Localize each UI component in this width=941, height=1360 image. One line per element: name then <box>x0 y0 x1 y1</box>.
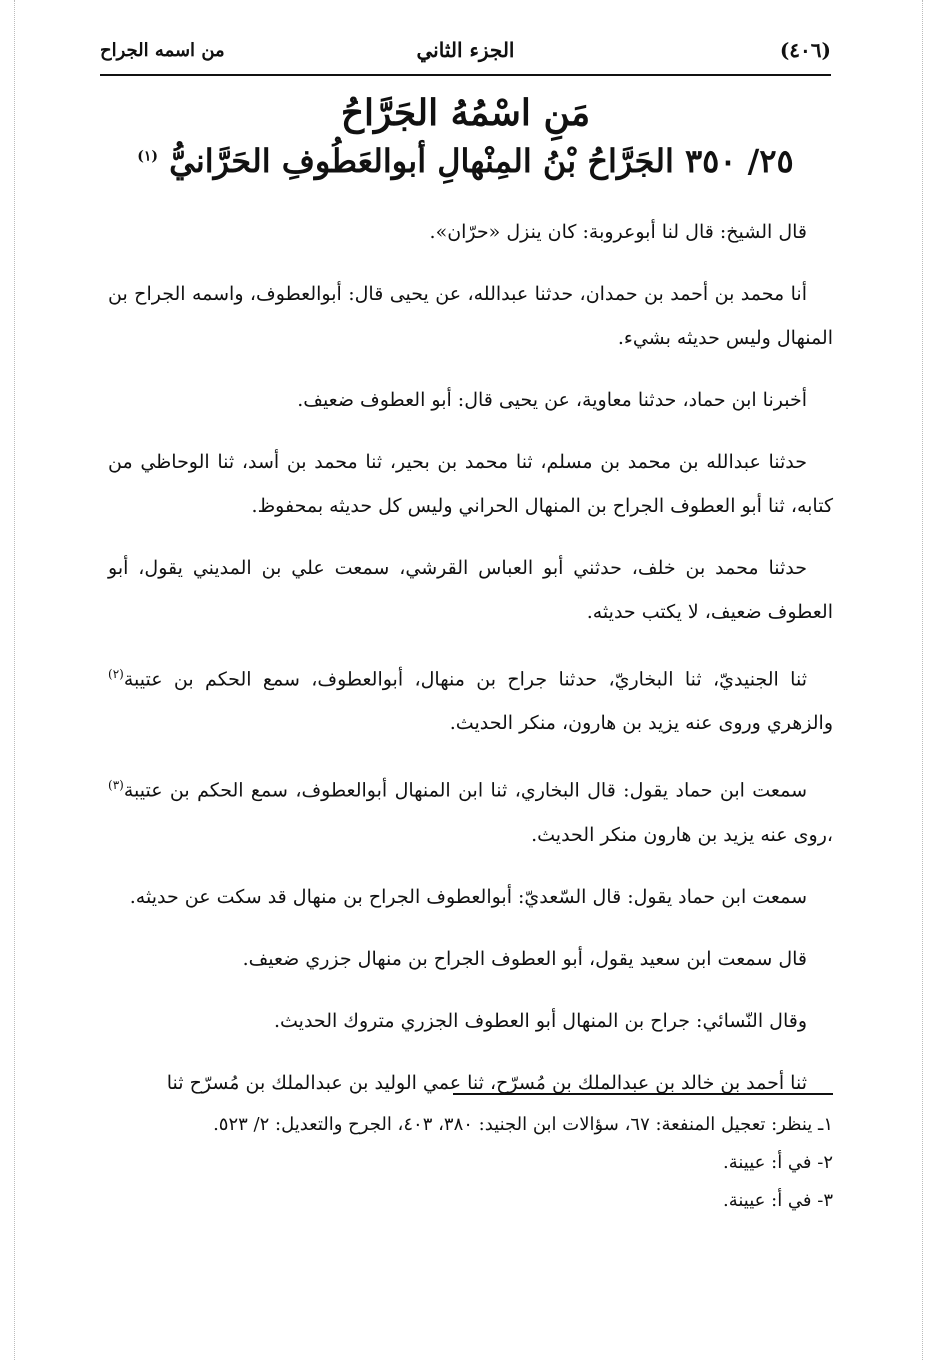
entry-footnote-ref: (١) <box>137 148 159 165</box>
paragraph: سمعت ابن حماد يقول: قال السّعديّ: أبوالعطوف الجراح بن منهال قد سكت عن حديثه. <box>129 885 807 908</box>
footnote: ٣- في أ: عيينة. <box>723 1190 833 1211</box>
body-text <box>108 210 833 1123</box>
page-header <box>100 34 831 74</box>
entry-heading <box>100 142 831 180</box>
paragraph: قال الشيخ: قال لنا أبوعروبة: كان ينزل «حرّان». <box>429 221 807 243</box>
paragraph: حدثنا عبدالله بن محمد بن مسلم، ثنا محمد بن بحير، ثنا محمد بن أسد، ثنا الوحاظي من كتابه، ثنا أبو العطوف الجراح بن المنهال الحراني وليس كل حديثه بمحفوظ. <box>108 451 833 517</box>
volume-title: الجزء الثاني <box>416 38 515 62</box>
paragraph: ثنا أحمد بن خالد بن عبدالملك بن مُسرّح، ثنا عمي الوليد بن عبدالملك بن مُسرّح ثنا <box>166 1071 807 1094</box>
paragraph: أخبرنا ابن حماد، حدثنا معاوية، عن يحيى قال: أبو العطوف ضعيف. <box>297 389 807 411</box>
paragraph: أنا محمد بن أحمد بن حمدان، حدثنا عبدالله، عن يحيى قال: أبوالعطوف، واسمه الجراح بن المنهال وليس حديثه بشيء. <box>108 283 833 349</box>
paragraph: قال سمعت ابن سعيد يقول، أبو العطوف الجراح بن منهال جزري ضعيف. <box>242 947 807 970</box>
header-rule <box>100 74 831 76</box>
entry-number: ٢٥/ ٣٥٠ <box>684 142 794 180</box>
paragraph-text: والزهري وروى عنه يزيد بن هارون، منكر الحديث. <box>449 712 833 735</box>
footnote-rule <box>453 1093 833 1095</box>
footnote: ٢- في أ: عيينة. <box>723 1152 833 1173</box>
footnote: ١ـ ينظر: تعجيل المنفعة: ٦٧، سؤالات ابن الجنيد: ٣٨٠، ٤٠٣، الجرح والتعديل: ٢/ ٥٢٣. <box>213 1114 833 1135</box>
paragraph-text: سمعت ابن حماد يقول: قال البخاري، ثنا ابن المنهال أبوالعطوف، سمع الحكم بن عتيبة <box>123 779 807 802</box>
footnotes <box>108 1106 833 1220</box>
paragraph: وقال النّسائي: جراح بن المنهال أبو العطوف الجزري متروك الحديث. <box>273 1009 807 1032</box>
entry-name: الجَرَّاحُ بْنُ المِنْهالِ أبوالعَطُوفِ الحَرَّانيُّ <box>169 142 674 180</box>
footnote-ref: (٣) <box>108 778 124 793</box>
footnote-ref: (٢) <box>108 667 124 681</box>
chapter-title: مَنِ اسْمُهُ الجَرَّاحُ <box>340 92 591 134</box>
paragraph-text: ثنا الجنيديّ، ثنا البخاريّ، حدثنا جراح بن منهال، أبوالعطوف، سمع الحكم بن عتيبة <box>123 668 807 691</box>
paragraph: حدثنا محمد بن خلف، حدثني أبو العباس القرشي، سمعت علي بن المديني يقول، أبو العطوف ضعيف، لا يكتب حديثه. <box>108 557 833 623</box>
paragraph-text: ،روى عنه يزيد بن هارون منكر الحديث. <box>531 823 833 846</box>
page-number: (٤٠٦) <box>779 38 831 62</box>
paragraph <box>108 652 833 745</box>
section-title: من اسمه الجراح <box>100 40 225 61</box>
paragraph <box>108 763 833 856</box>
